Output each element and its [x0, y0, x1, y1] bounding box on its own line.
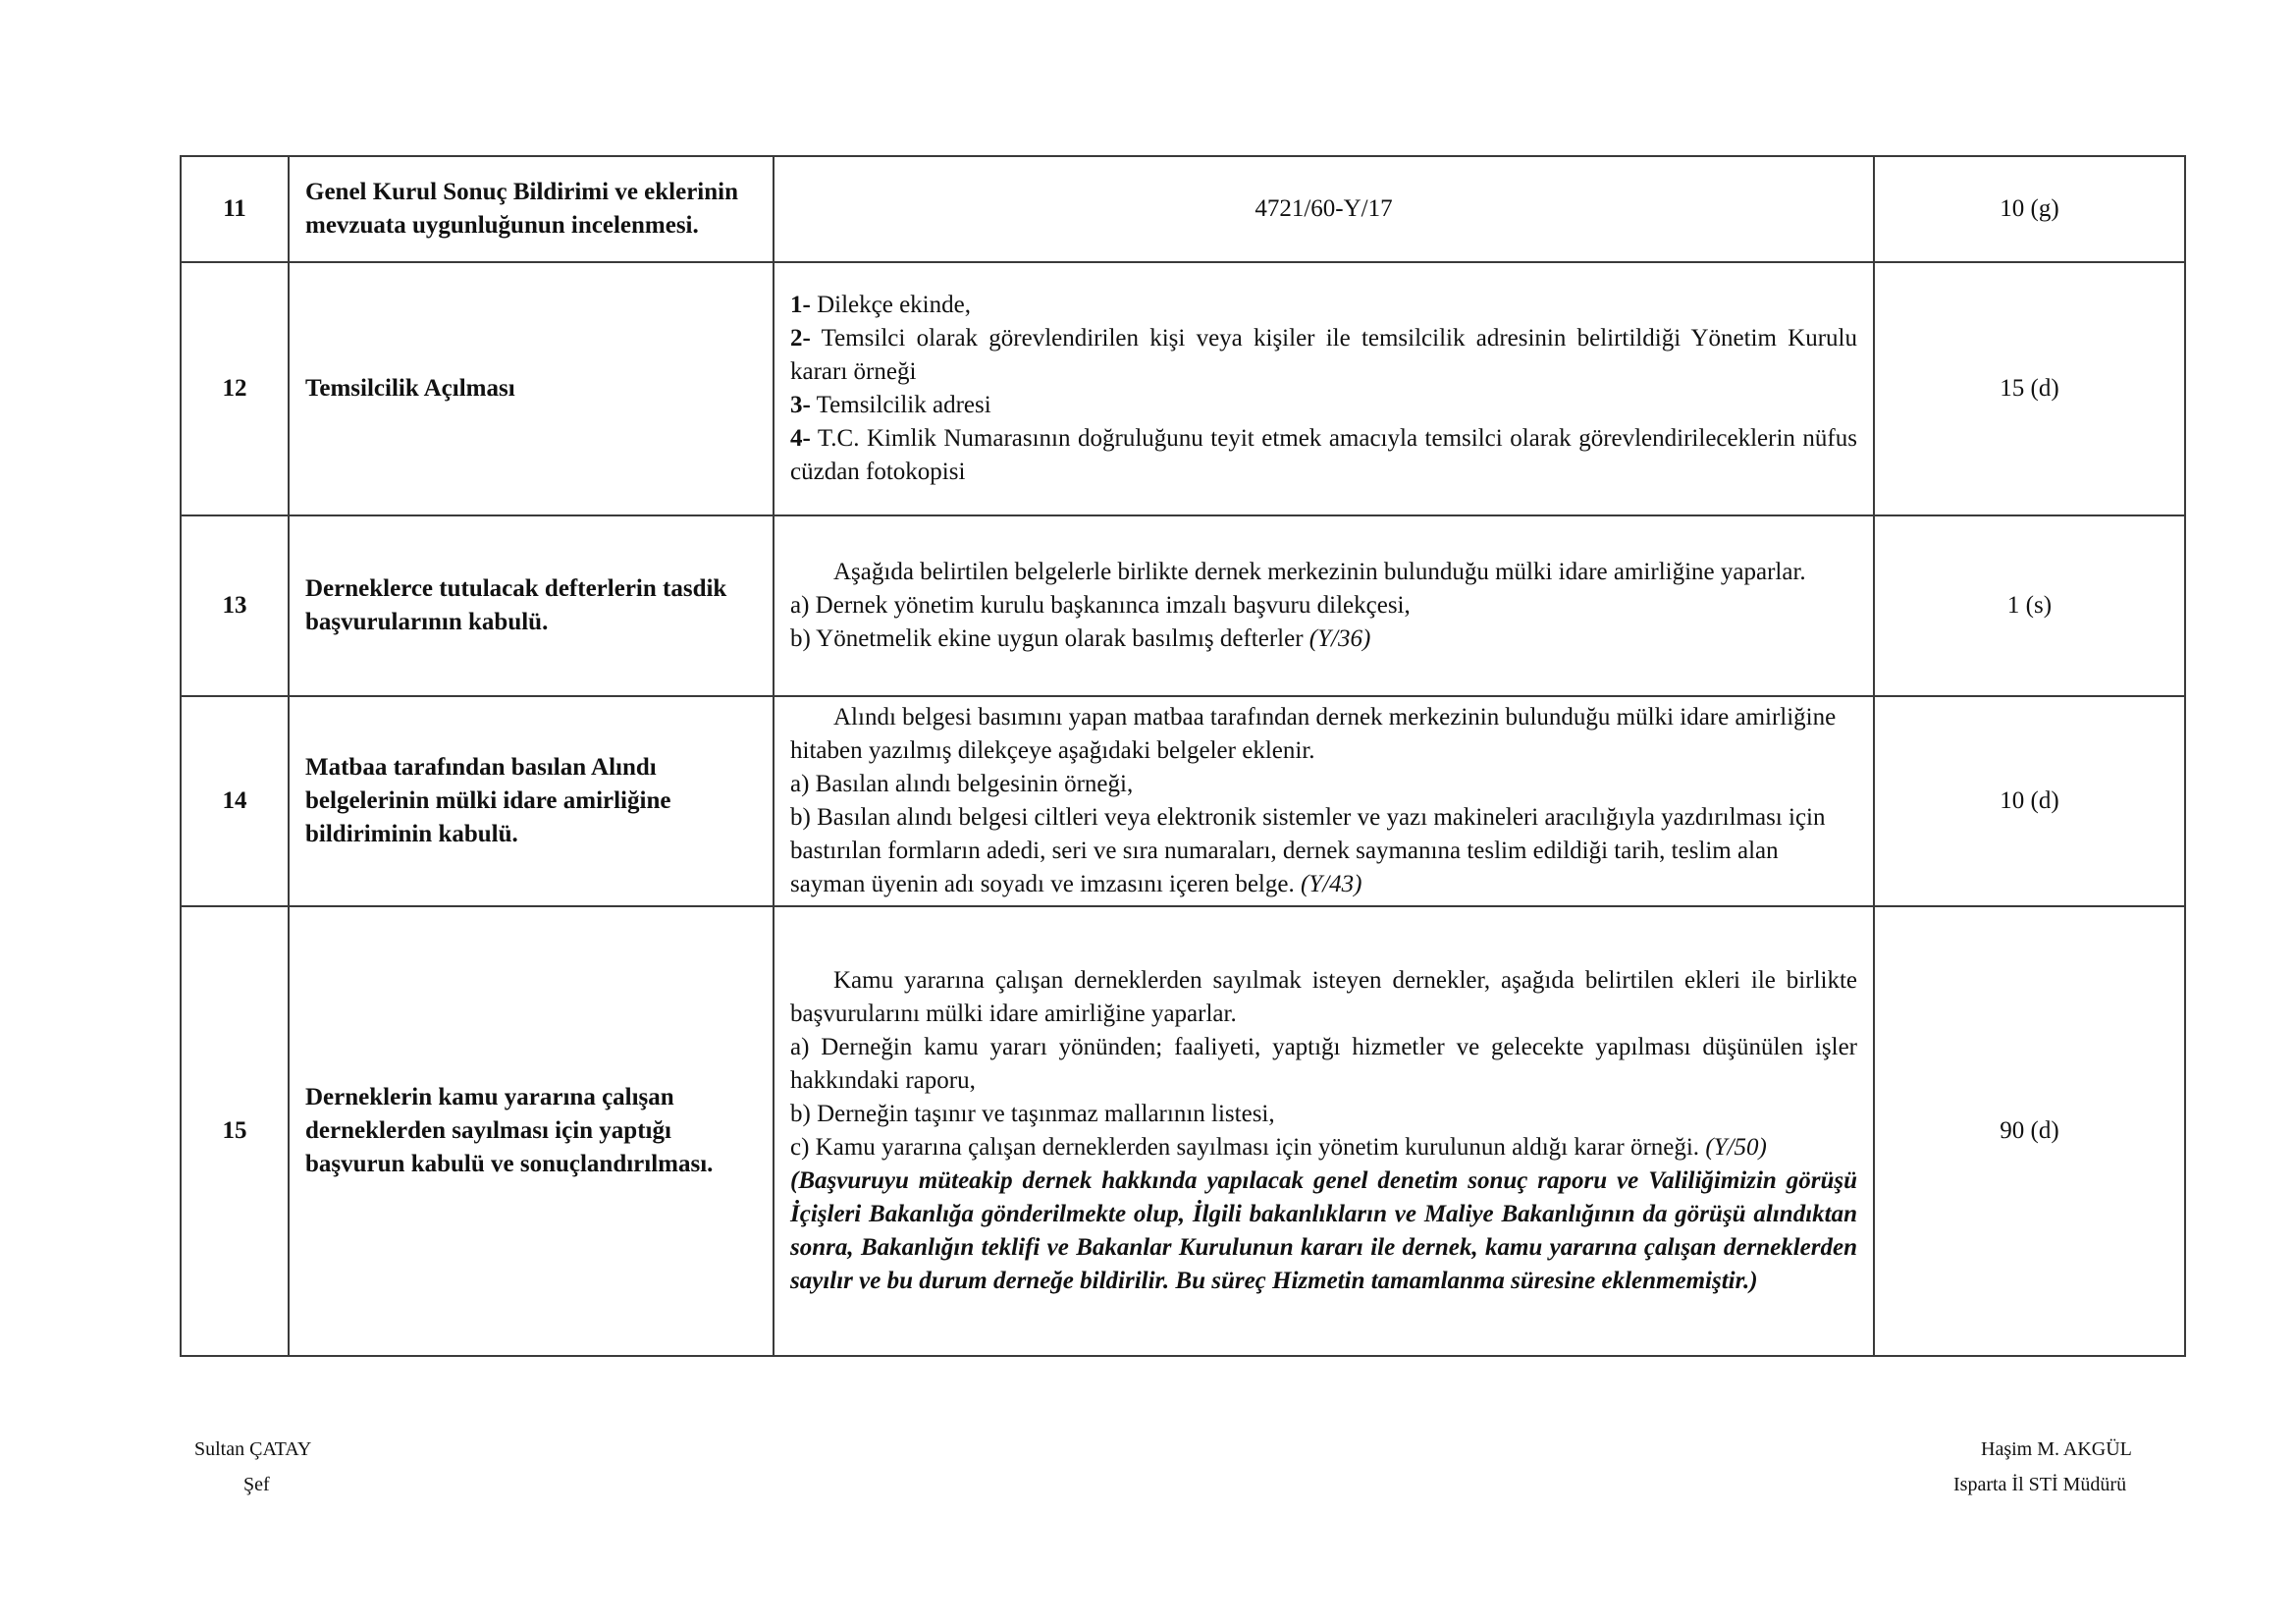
requirement-item [790, 623, 1857, 656]
left-signature-block [194, 1432, 311, 1502]
required-documents [774, 515, 1874, 696]
process-note: (Başvuruyu müteakip dernek hakkında yapılacak genel denetim sonuç raporu ve Valiliğimizin görüşü İçişleri Bakanlığa gönderilmekte olup, İlgili bakanlıkların ve Maliye Bakanlığının da görüşü alındıktan sonra, Bakanlığın teklifi ve Bakanlar Kurulunun kararı ile dernek, kamu yararına çalışan derneklerden sayılır ve bu durum derneğe bildirilir. Bu süreç Hizmetin tamamlanma süresine eklenmemiştir.) [790, 1167, 1857, 1294]
table-row [181, 906, 2185, 1356]
table-row [181, 515, 2185, 696]
item-number: 4- [790, 425, 811, 452]
requirement-intro: Aşağıda belirtilen belgelerle birlikte dernek merkezinin bulunduğu mülki idare amirliğine yaparlar. [833, 559, 1806, 585]
requirement-intro: Kamu yararına çalışan derneklerden sayılmak isteyen dernekler, aşağıda belirtilen ekleri ile birlikte başvurularını mülki idare amirliğine yaparlar. [790, 967, 1857, 1027]
table-row [181, 262, 2185, 515]
left-signer-name: Sultan ÇATAY [194, 1438, 312, 1460]
completion-time: 90 (d) [1874, 906, 2185, 1356]
row-number: 12 [181, 262, 289, 515]
item-text: T.C. Kimlik Numarasının doğruluğunu teyit etmek amacıyla temsilci olarak görevlendirileceklerin nüfus cüzdan fotokopisi [790, 425, 1857, 485]
service-name: Derneklerce tutulacak defterlerin tasdik başvurularının kabulü. [289, 515, 774, 696]
regulation-reference: (Y/36) [1308, 625, 1371, 652]
requirement-item: a) Derneğin kamu yararı yönünden; faaliyeti, yaptığı hizmetler ve gelecekte yapılması düşünülen işler hakkındaki raporu, [790, 1034, 1857, 1094]
required-documents [774, 262, 1874, 515]
table-row [181, 156, 2185, 262]
right-signature-block [1953, 1432, 2132, 1502]
requirement-item: a) Basılan alındı belgesinin örneği, [790, 771, 1134, 797]
completion-time: 10 (d) [1874, 696, 2185, 906]
item-text: b) Basılan alındı belgesi ciltleri veya elektronik sistemler ve yazı makineleri aracılığıyla yazdırılması için bastırılan formların adedi, seri ve sıra numaraları, dernek saymanına teslim edildiği tarih, teslim alan sayman üyenin adı soyadı ve imzasını içeren belge. [790, 804, 1826, 897]
requirement-item [790, 801, 1857, 901]
requirement-item [790, 322, 1857, 389]
row-number: 11 [181, 156, 289, 262]
item-number: 2- [790, 325, 811, 352]
row-number: 14 [181, 696, 289, 906]
service-name: Temsilcilik Açılması [289, 262, 774, 515]
requirement-item [790, 289, 1857, 322]
service-name: Derneklerin kamu yararına çalışan derneklerden sayılması için yaptığı başvurun kabulü ve sonuçlandırılması. [289, 906, 774, 1356]
requirement-item [790, 422, 1857, 489]
requirement-intro: Alındı belgesi basımını yapan matbaa tarafından dernek merkezinin bulunduğu mülki idare amirliğine hitaben yazılmış dilekçeye aşağıdaki belgeler eklenir. [790, 704, 1837, 764]
item-text: Temsilcilik adresi [810, 392, 991, 418]
completion-time: 10 (g) [1874, 156, 2185, 262]
table-row [181, 696, 2185, 906]
right-signer-name: Haşim M. AKGÜL [1981, 1438, 2132, 1460]
item-text: Dilekçe ekinde, [810, 292, 971, 318]
item-text: c) Kamu yararına çalışan derneklerden sayılması için yönetim kurulunun aldığı karar örneği. [790, 1134, 1706, 1161]
requirement-item [790, 1131, 1857, 1164]
left-signer-title: Şef [243, 1474, 270, 1495]
item-number: 1- [790, 292, 811, 318]
required-documents [774, 906, 1874, 1356]
requirement-item: a) Dernek yönetim kurulu başkanınca imzalı başvuru dilekçesi, [790, 592, 1411, 619]
regulation-reference: (Y/43) [1300, 871, 1362, 897]
item-text: Temsilci olarak görevlendirilen kişi veya kişiler ile temsilcilik adresinin belirtildiği Yönetim Kurulu kararı örneği [790, 325, 1857, 385]
requirement-item: b) Derneğin taşınır ve taşınmaz mallarının listesi, [790, 1101, 1275, 1127]
row-number: 13 [181, 515, 289, 696]
service-name: Genel Kurul Sonuç Bildirimi ve eklerinin mevzuata uygunluğunun incelenmesi. [289, 156, 774, 262]
completion-time: 1 (s) [1874, 515, 2185, 696]
service-name: Matbaa tarafından basılan Alındı belgelerinin mülki idare amirliğine bildiriminin kabulü. [289, 696, 774, 906]
requirement-item [790, 389, 1857, 422]
row-number: 15 [181, 906, 289, 1356]
right-signer-title: Isparta İl STİ Müdürü [1953, 1474, 2127, 1495]
required-documents: 4721/60-Y/17 [774, 156, 1874, 262]
regulation-reference: (Y/50) [1705, 1134, 1767, 1161]
service-standards-table [180, 155, 2186, 1357]
completion-time: 15 (d) [1874, 262, 2185, 515]
required-documents [774, 696, 1874, 906]
item-number: 3- [790, 392, 811, 418]
item-text: b) Yönetmelik ekine uygun olarak basılmış defterler [790, 625, 1309, 652]
